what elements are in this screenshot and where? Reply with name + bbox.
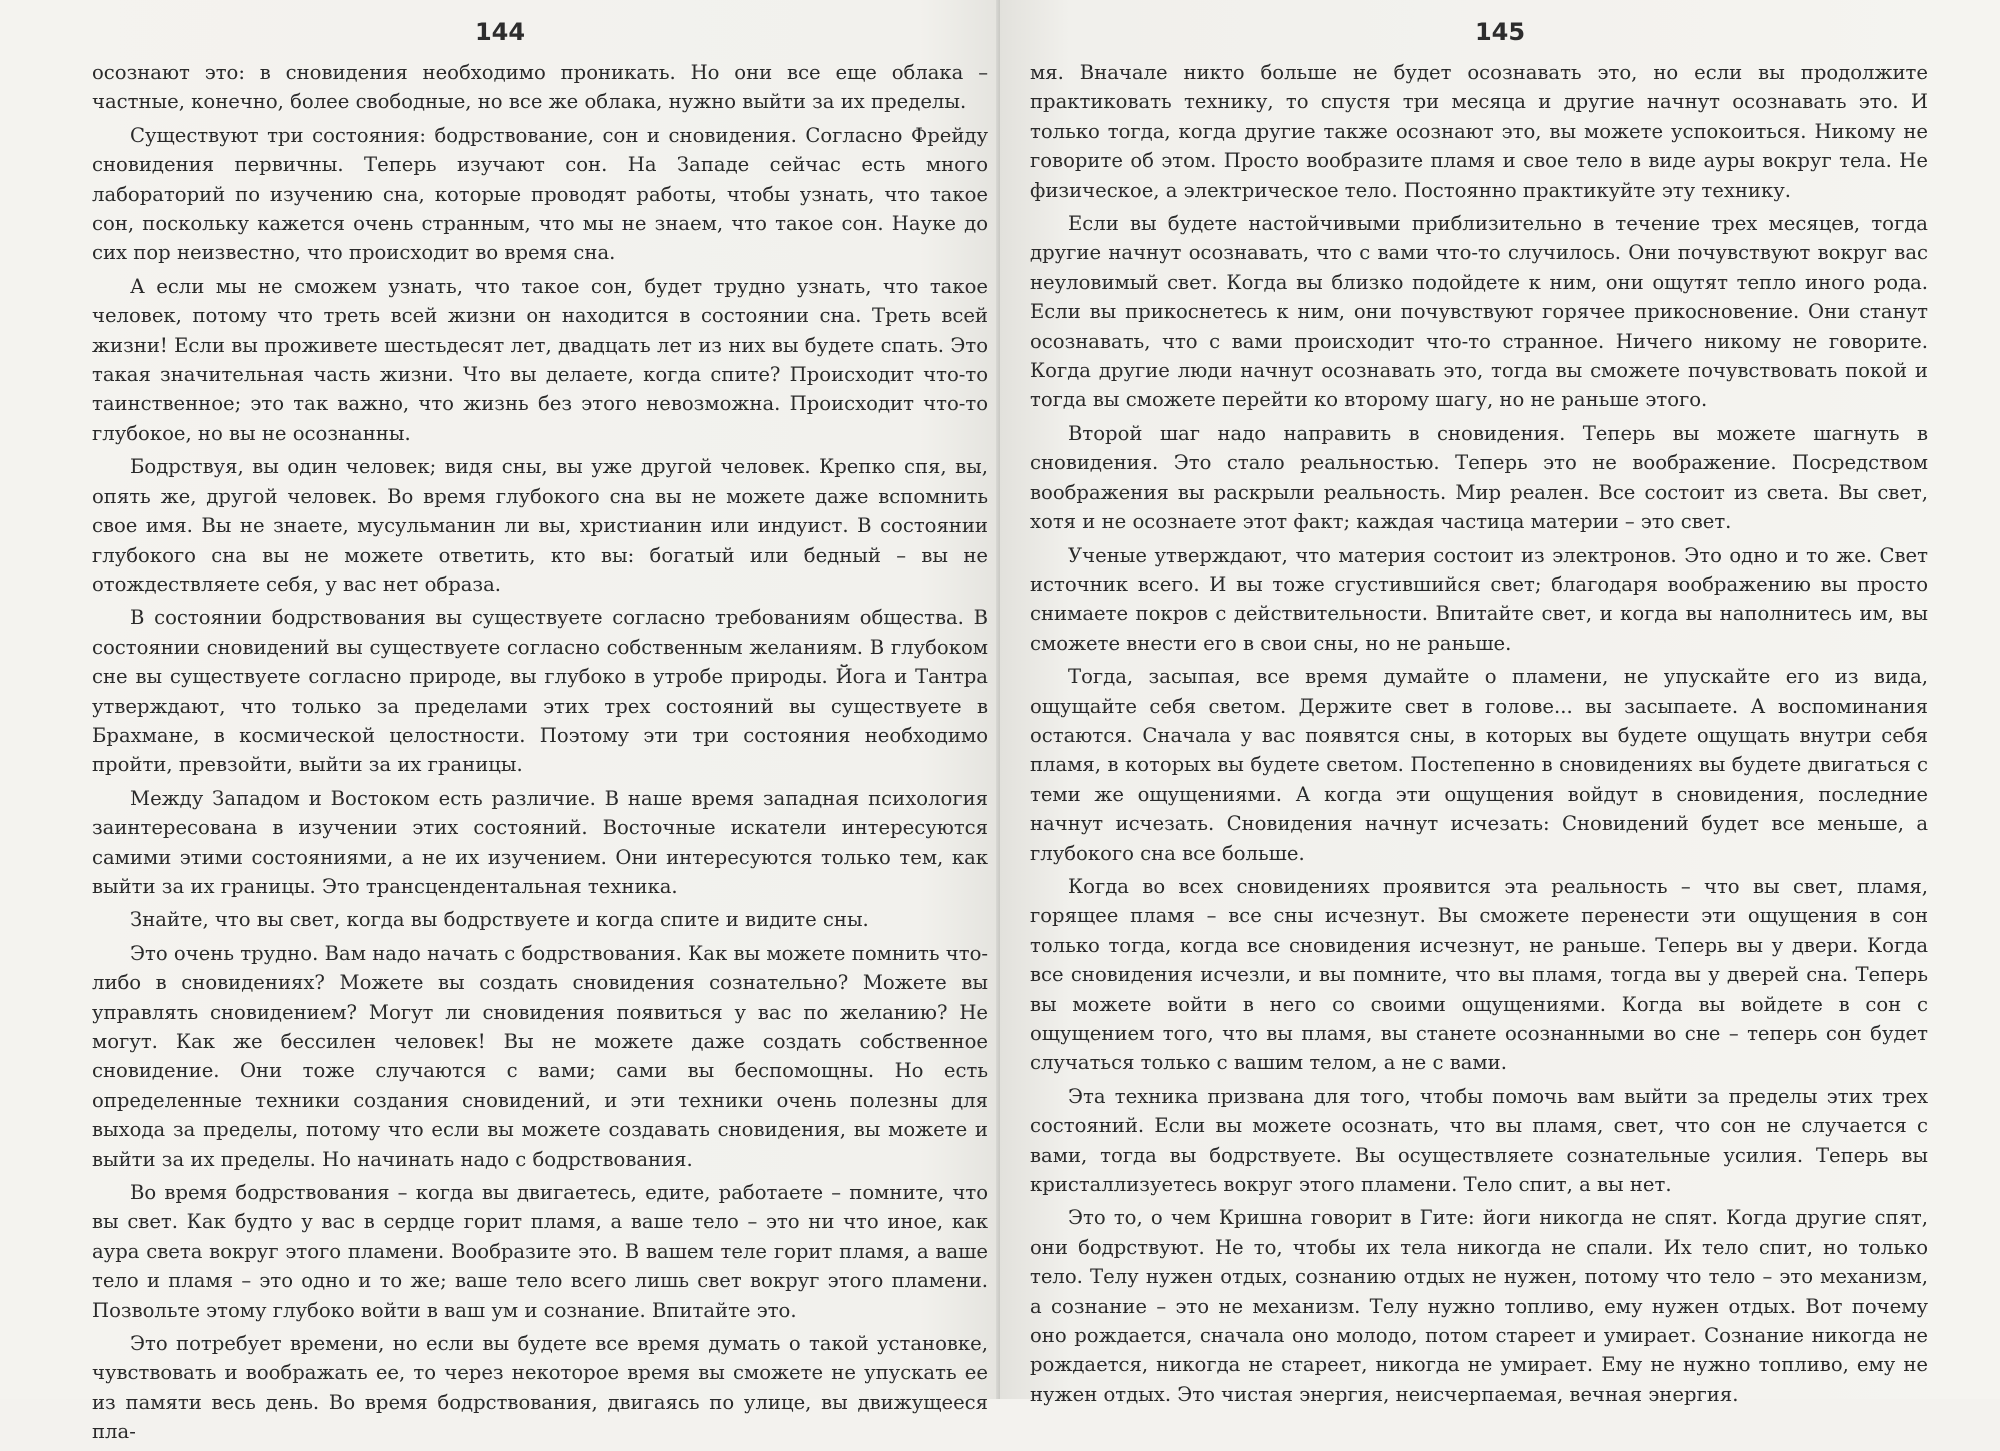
paragraph: Во время бодрствования – когда вы двигаетесь, едите, работаете – помните, что вы свет. Как будто у вас в сердце горит пламя, а ваше тело – это ни что иное, как аура света вокруг этого пламени. Вообразите это. В вашем теле горит пламя, а ваше тело и пламя – это одно и то же; ваше тело всего лишь свет вокруг этого пламени. Позвольте этому глубоко войти в ваш ум и сознание. Впитайте это. (92, 1181, 988, 1322)
paragraph: осознают это: в сновидения необходимо проникать. Но они все еще облака – частные, конечно, более свободные, но все же облака, нужно выйти за их пределы. (92, 61, 988, 114)
paragraph: Это то, о чем Кришна говорит в Гите: йоги никогда не спят. Когда другие спят, они бодрствуют. Не то, чтобы их тела никогда не спали. Их тело спит, но только тело. Телу нужен отдых, сознанию отдых не нужен, потому что тело – это механизм, а сознание – это не механизм. Телу нужно топливо, ему нужен отдых. Вот почему оно рождается, сначала оно молодо, потом стареет и умирает. Сознание никогда не рождается, никогда не стареет, никогда не умирает. Ему не нужно топливо, ему не нужен отдых. Это чистая энергия, неисчерпаемая, вечная энергия. (1030, 1206, 1928, 1406)
paragraph: Это очень трудно. Вам надо начать с бодрствования. Как вы можете помнить что-либо в сновидениях? Можете вы создать сновидения сознательно? Можете вы управлять сновидением? Могут ли сновидения появиться у вас по желанию? Не могут. Как же бессилен человек! Вы не можете даже создать собственное сновидение. Они тоже случаются с вами; сами вы беспомощны. Но есть определенные техники создания сновидений, и эти техники очень полезны для выхода за пределы, потому что если вы можете создавать сновидения, вы можете и выйти за их пределы. Но начинать надо с бодрствования. (92, 941, 988, 1171)
paragraph: Когда во всех сновидениях проявится эта реальность – что вы свет, пламя, горящее пламя – все сны исчезнут. Вы сможете перенести эти ощущения в сон только тогда, когда все сновидения исчезнут, не раньше. Теперь вы у двери. Когда все сновидения исчезли, и вы помните, что вы пламя, тогда вы у дверей сна. Теперь вы можете войти в него со своими ощущениями. Когда вы войдете в сон с ощущением того, что вы пламя, вы станете осознанными во сне – теперь сон будет случаться только с вашим телом, а не с вами. (1030, 874, 1928, 1075)
left-page (0, 0, 1000, 1444)
paragraph: Если вы будете настойчивыми приблизительно в течение трех месяцев, тогда другие начнут осознавать, что с вами что-то случилось. Они почувствуют вокруг вас неуловимый свет. Когда вы близко подойдете к ним, они ощутят тепло иного рода. Если вы прикоснетесь к ним, они почувствуют горячее прикосновение. Они станут осознавать, что с вами происходит что-то странное. Ничего никому не говорите. Когда другие люди начнут осознавать это, тогда вы сможете почувствовать покой и тогда вы сможете перейти ко второму шагу, но не раньше этого. (1030, 212, 1928, 412)
paragraph: Ученые утверждают, что материя состоит из электронов. Это одно и то же. Свет источник всего. И вы тоже сгустившийся свет; благодаря воображению вы просто снимаете покров с действительности. Впитайте свет, и когда вы наполнитесь им, вы сможете внести его в свои сны, но не раньше. (1030, 543, 1928, 655)
right-page-text (1030, 58, 1928, 1413)
paragraph: мя. Вначале никто больше не будет осознавать это, но если вы продолжите практиковать технику, то спустя три месяца и другие начнут осознавать это. И только тогда, когда другие также осознают это, вы можете успокоиться. Никому не говорите об этом. Просто вообразите пламя и свое тело в виде ауры вокруг тела. Не физическое, а электрическое тело. Постоянно практикуйте эту технику. (1030, 61, 1928, 202)
paragraph: Между Западом и Востоком есть различие. В наше время западная психология заинтересована в изучении этих состояний. Восточные искатели интересуются самими этими состояниями, а не их изучением. Они интересуются только тем, как выйти за их границы. Это трансцендентальная техника. (92, 786, 988, 898)
paragraph: Это потребует времени, но если вы будете все время думать о такой установке, чувствовать и воображать ее, то через некоторое время вы сможете не упускать ее из памяти весь день. Во время бодрствования, двигаясь по улице, вы движущееся пла- (92, 1332, 988, 1444)
paragraph: Знайте, что вы свет, когда вы бодрствуете и когда спите и видите сны. (130, 908, 869, 932)
paragraph: В состоянии бодрствования вы существуете согласно требованиям общества. В состоянии сновидений вы существуете согласно собственным желаниям. В глубоком сне вы существуете согласно природе, вы глубоко в утробе природы. Йога и Тантра утверждают, что только за пределами этих трех состояний вы существуете в Брахмане, в космической целостности. Поэтому эти три состояния необходимо пройти, превзойти, выйти за их границы. (92, 606, 988, 777)
paragraph: Второй шаг надо направить в сновидения. Теперь вы можете шагнуть в сновидения. Это стало реальностью. Теперь это не воображение. Посредством воображения вы раскрыли реальность. Мир реален. Все состоит из света. Вы свет, хотя и не осознаете этот факт; каждая частица материи – это свет. (1030, 421, 1928, 534)
left-page-text (92, 58, 988, 1451)
paragraph: Бодрствуя, вы один человек; видя сны, вы уже другой человек. Крепко спя, вы, опять же, другой человек. Во время глубокого сна вы не можете даже вспомнить свое имя. Вы не знаете, мусульманин ли вы, христианин или индуист. В состоянии глубокого сна вы не можете ответить, кто вы: богатый или бедный – вы не отождествляете себя, у вас нет образа. (92, 455, 988, 596)
paragraph: А если мы не сможем узнать, что такое сон, будет трудно узнать, что такое человек, потому что треть всей жизни он находится в состоянии сна. Треть всей жизни! Если вы проживете шестьдесят лет, двадцать лет из них вы будете спать. Это такая значительная часть жизни. Что вы делаете, когда спите? Происходит что-то таинственное; это так важно, что жизнь без этого невозможна. Происходит что-то глубокое, но вы не осознанны. (92, 274, 988, 445)
page-number-right: 145 (1474, 18, 1526, 46)
paragraph: Эта техника призвана для того, чтобы помочь вам выйти за пределы этих трех состояний. Если вы можете осознать, что вы пламя, свет, что сон не случается с вами, тогда вы бодрствуете. Вы осуществляете сознательные усилия. Теперь вы кристаллизуетесь вокруг этого пламени. Тело спит, а вы нет. (1030, 1084, 1928, 1197)
page-number-left: 144 (474, 18, 526, 46)
paragraph: Тогда, засыпая, все время думайте о пламени, не упускайте его из вида, ощущайте себя светом. Держите свет в голове... вы засыпаете. А воспоминания остаются. Сначала у вас появятся сны, в которых вы будете ощущать внутри себя пламя, в которых вы будете светом. Постепенно в сновидениях вы будете двигаться с теми же ощущениями. А когда эти ощущения войдут в сновидения, последние начнут исчезать. Сновидения начнут исчезать: Сновидений будет все меньше, а глубокого сна все больше. (1030, 665, 1928, 865)
paragraph: Существуют три состояния: бодрствование, сон и сновидения. Согласно Фрейду сновидения первичны. Теперь изучают сон. На Западе сейчас есть много лабораторий по изучению сна, которые проводят работы, чтобы узнать, что такое сон, поскольку кажется очень странным, что мы не знаем, что такое сон. Науке до сих пор неизвестно, что происходит во время сна. (92, 123, 988, 265)
